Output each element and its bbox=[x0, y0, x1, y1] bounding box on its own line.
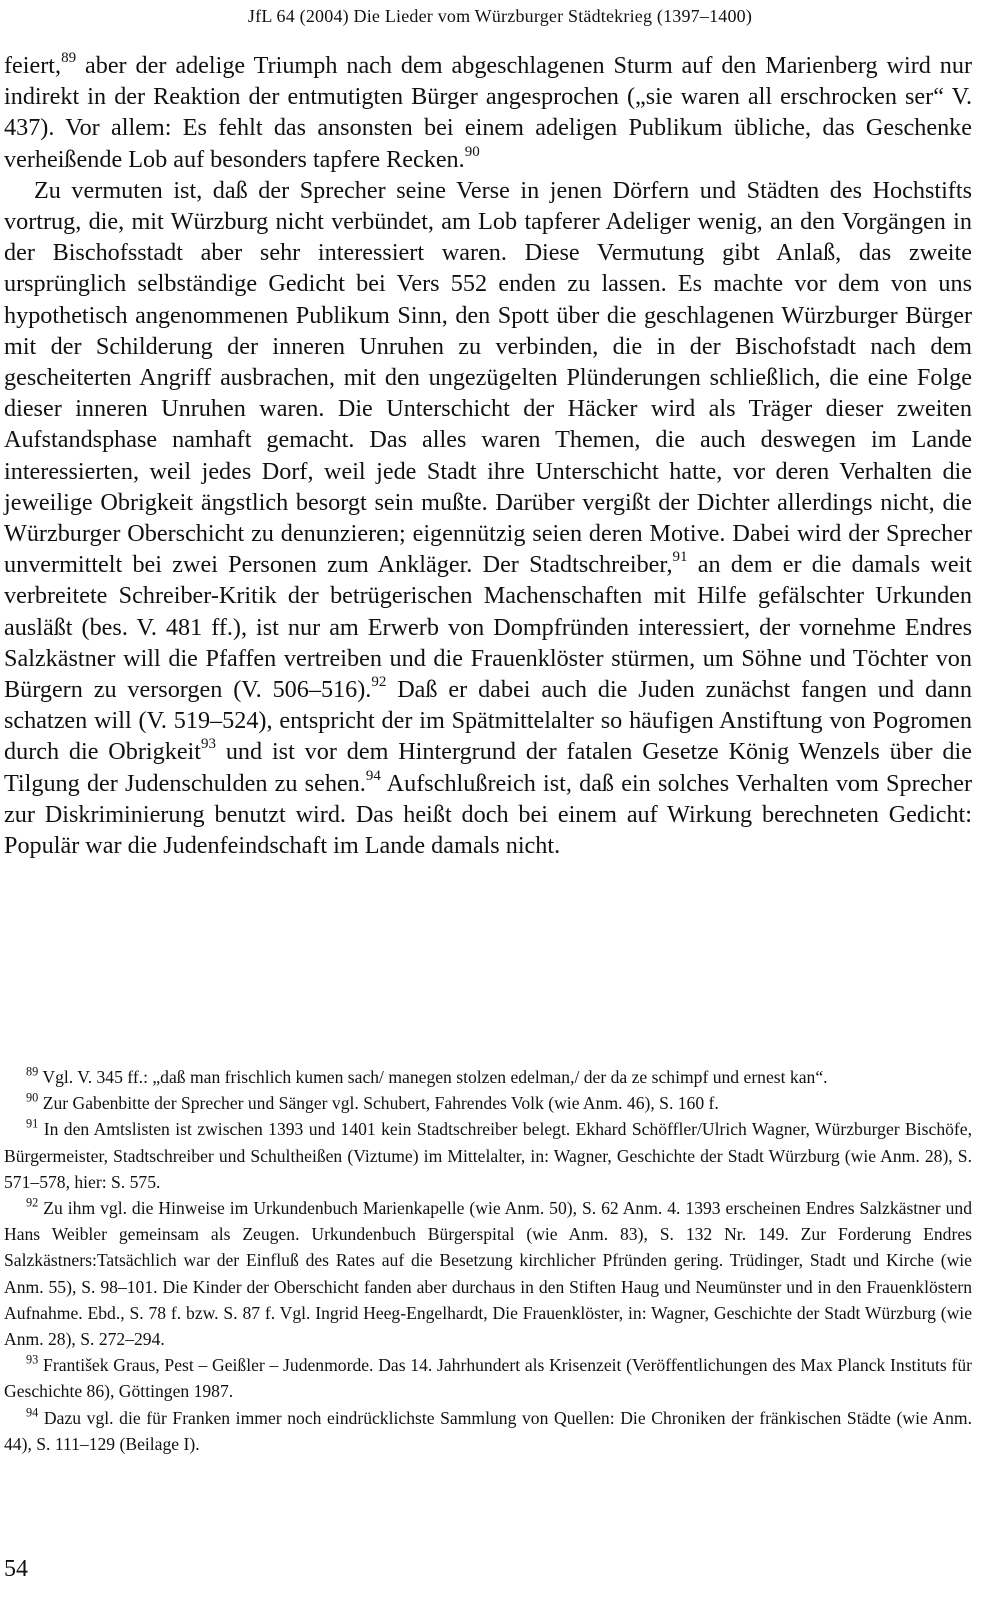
text-segment: Aufschlußreich ist, daß ein solches Verhalten vom Sprecher zur Diskriminierung benutzt wird. Das heißt doch bei einem auf Wirkung berechneten Gedicht: Populär war die Judenfeindschaft im Lande damals nicht. bbox=[4, 769, 972, 860]
footnote-number: 92 bbox=[26, 1195, 39, 1210]
footnote-ref: 91 bbox=[672, 549, 688, 565]
text-segment: feiert, bbox=[4, 52, 62, 79]
body-text bbox=[4, 50, 972, 861]
paragraph-1 bbox=[4, 50, 972, 175]
footnote-number: 93 bbox=[26, 1352, 39, 1367]
footnote-90 bbox=[4, 1090, 972, 1116]
footnote-92 bbox=[4, 1195, 972, 1352]
footnote-91 bbox=[4, 1116, 972, 1195]
running-head: JfL 64 (2004) Die Lieder vom Würzburger Städtekrieg (1397–1400) bbox=[247, 6, 753, 26]
footnote-94 bbox=[4, 1405, 972, 1457]
footnote-text: Zu ihm vgl. die Hinweise im Urkundenbuch Marienkapelle (wie Anm. 50), S. 62 Anm. 4. 1393 erscheinen Endres Salzkästner und Hans Weibler gemeinsam als Zeugen. Urkundenbuch Bürgerspital (wie Anm. 83), S. 132 Nr. 149. Zur Forderung Endres Salzkästners:Tatsächlich war der Einfluß des Rates auf die Besetzung kirchlicher Pfründen gering. Trüdinger, Stadt und Kirche (wie Anm. 55), S. 98–101. Die Kinder der Oberschicht fanden aber durchaus in den Stiften Haug und Neumünster und in den Frauenklöstern Aufnahme. Ebd., S. 78 f. bzw. S. 87 f. Vgl. Ingrid Heeg-Engelhardt, Die Frauenklöster, in: Wagner, Geschichte der Stadt Würzburg (wie Anm. 28), S. 272–294. bbox=[4, 1198, 972, 1350]
footnote-ref: 92 bbox=[371, 673, 387, 690]
page-number: 54 bbox=[4, 1556, 28, 1582]
footnote-number: 94 bbox=[26, 1405, 39, 1420]
paragraph-2 bbox=[4, 175, 972, 861]
footnote-text: František Graus, Pest – Geißler – Judenmorde. Das 14. Jahrhundert als Krisenzeit (Veröffentlichungen des Max Planck Instituts für Geschichte 86), Göttingen 1987. bbox=[4, 1355, 972, 1402]
footnote-text: Vgl. V. 345 ff.: „daß man frischlich kumen sach/ manegen stolzen edelman,/ der da ze schimpf und ernest kan“. bbox=[38, 1067, 828, 1087]
footnote-number: 91 bbox=[26, 1117, 39, 1132]
footnotes bbox=[4, 1064, 972, 1457]
footnote-text: Dazu vgl. die für Franken immer noch eindrücklichste Sammlung von Quellen: Die Chroniken der fränkischen Städte (wie Anm. 44), S. 111–129 (Beilage I). bbox=[4, 1407, 972, 1454]
footnote-ref: 90 bbox=[464, 143, 480, 160]
footnote-ref: 89 bbox=[61, 49, 77, 66]
footnote-number: 90 bbox=[26, 1090, 39, 1105]
text-segment: Daß er dabei auch die Juden zunächst fangen und dann schatzen will (V. 519–524), entspricht der im Spätmittelalter so häufigen Anstiftung von Pogromen durch die Obrigkeit bbox=[4, 676, 972, 766]
footnote-text: Zur Gabenbitte der Sprecher und Sänger vgl. Schubert, Fahrendes Volk (wie Anm. 46), S. 160 f. bbox=[38, 1093, 719, 1114]
footnote-text: In den Amtslisten ist zwischen 1393 und 1401 kein Stadtschreiber belegt. Ekhard Schöffler/Ulrich Wagner, Würzburger Bischöfe, Bürgermeister, Stadtschreiber und Schultheißen (Viztume) im Mittelalter, in: Wagner, Geschichte der Stadt Würzburg (wie Anm. 28), S. 571–578, hier: S. 575. bbox=[4, 1119, 972, 1192]
text-segment: Zu vermuten ist, daß der Sprecher seine Verse in jenen Dörfern und Städten des Hochstifts vortrug, die, mit Würzburg nicht verbündet, am Lob tapferer Adeliger wenig, an den Vorgängen in der Bischofsstadt aber sehr interessiert waren. Diese Vermutung gibt Anlaß, das zweite ursprünglich selbständige Gedicht bei Vers 552 enden zu lassen. Es machte vor dem von uns hypothetisch angenommenen Publikum Sinn, den Spott über die geschlagenen Würzburger Bürger mit der Schilderung der inneren Unruhen zu verbinden, die in der Bischofstadt nach dem gescheiterten Angriff ausbrachen, mit den ungezügelten Plünderungen schließlich, die eine Folge dieser inneren Unruhen waren. Die Unterschicht der Häcker wird als Träger dieser zweiten Aufstandsphase namhaft gemacht. Das alles waren Themen, die auch deswegen im Lande interessierten, weil jedes Dorf, weil jede Stadt ihre Unterschicht hatte, vor deren Verhalten die jeweilige Obrigkeit ängstlich besorgt sein mußte. Darüber vergißt der Dichter allerdings nicht, die Würzburger Oberschicht zu denunzieren; eigennützig seien deren Motive. Dabei wird der Sprecher unvermittelt bei zwei Personen zum Ankläger. Der Stadtschreiber, bbox=[4, 176, 972, 579]
footnote-89 bbox=[4, 1064, 972, 1090]
text-segment: und ist vor dem Hintergrund der fatalen Gesetze König Wenzels über die Tilgung der Judenschulden zu sehen. bbox=[4, 738, 972, 797]
footnote-ref: 93 bbox=[201, 736, 216, 753]
footnote-number: 89 bbox=[26, 1064, 39, 1079]
footnote-93 bbox=[4, 1352, 972, 1404]
text-segment: aber der adelige Triumph nach dem abgeschlagenen Sturm auf den Marienberg wird nur indirekt in der Reaktion der entmutigten Bürger angesprochen („sie waren all erschrocken ser“ V. 437). Vor allem: Es fehlt das ansonsten bei einem adeligen Publikum übliche, das Geschenke verheißende Lob auf besonders tapfere Recken. bbox=[4, 52, 972, 173]
text-segment: an dem er die damals weit verbreitete Schreiber-Kritik der betrügerischen Machenschaften mit Hilfe gefälschter Urkunden ausläßt (bes. V. 481 ff.), ist nur am Erwerb von Dompfründen interessiert, der vornehme Endres Salzkästner will die Pfaffen vertreiben und die Frauenklöster stürmen, um Söhne und Töchter von Bürgern zu versorgen (V. 506–516). bbox=[4, 551, 972, 704]
footnote-ref: 94 bbox=[365, 767, 381, 784]
